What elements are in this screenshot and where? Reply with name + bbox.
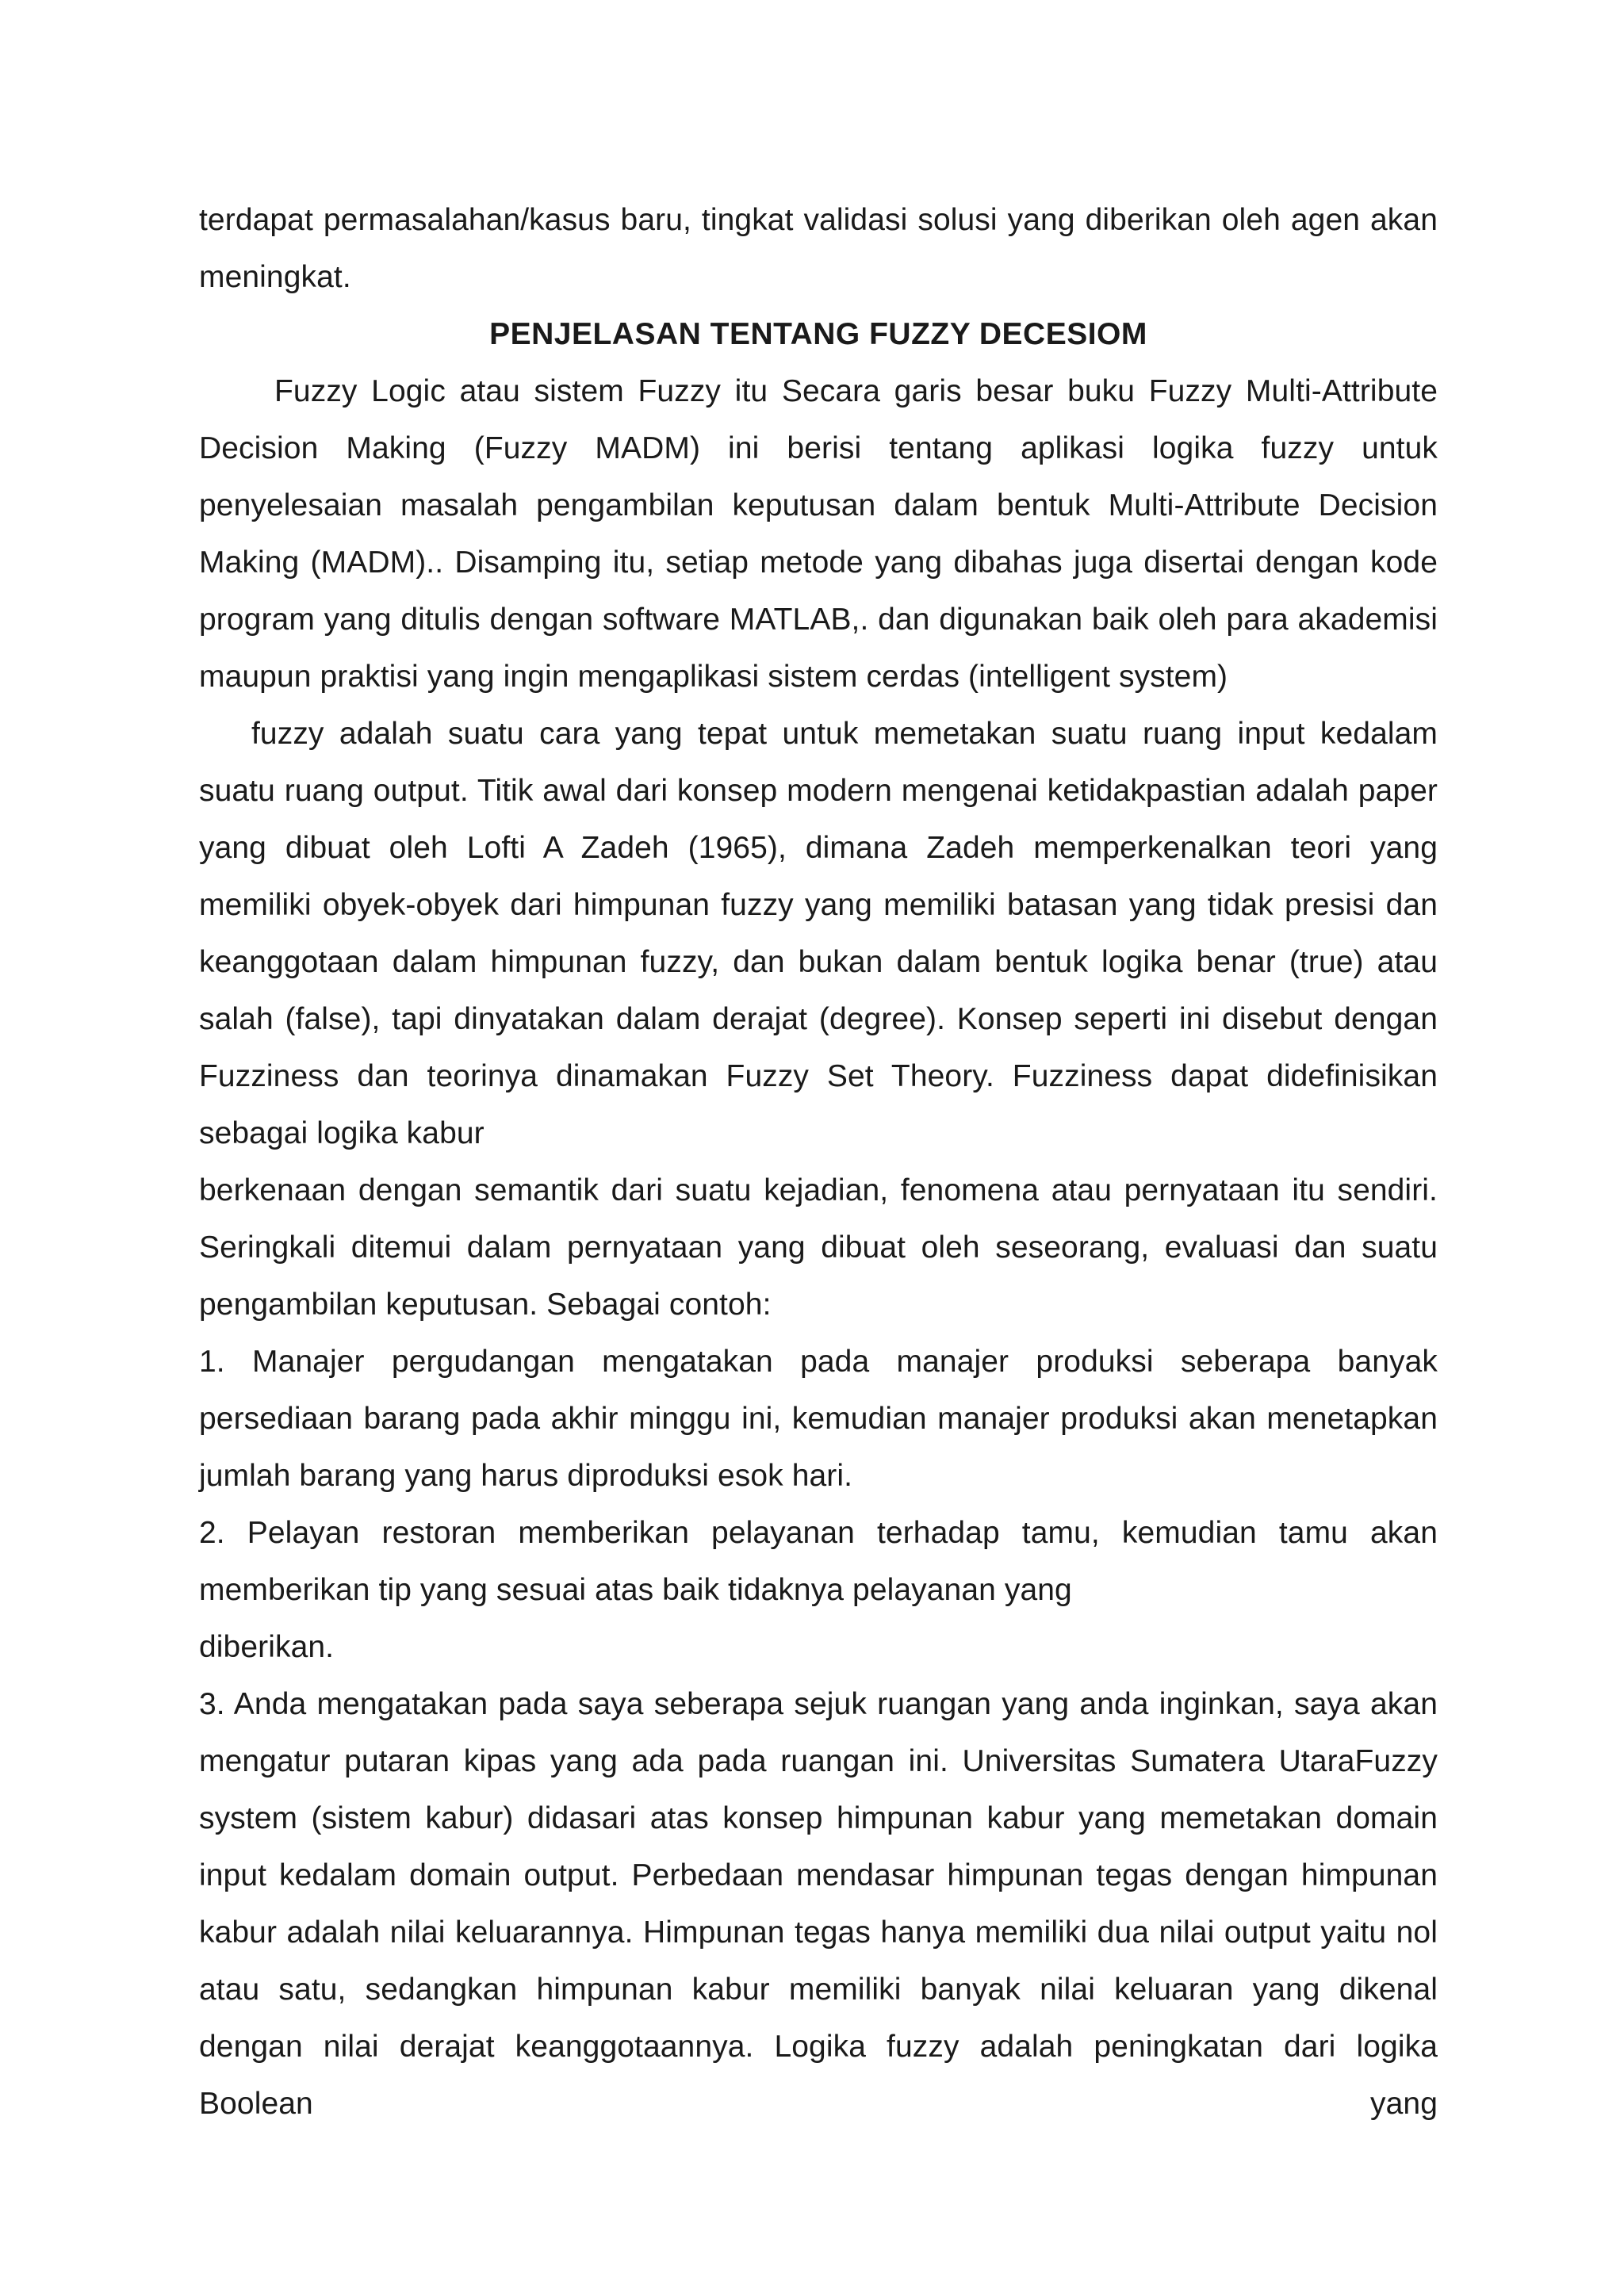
paragraph-fuzzy-logic: Fuzzy Logic atau sistem Fuzzy itu Secara garis besar buku Fuzzy Multi-Attribute Decision Making (Fuzzy MADM) ini berisi tentang aplikasi logika fuzzy untuk penyelesaian masalah pengambilan keputusan dalam bentuk Multi-Attribute Decision Making (MADM).. Disamping itu, setiap metode yang dibahas juga disertai dengan kode program yang ditulis dengan software MATLAB,. dan digunakan baik oleh para akademisi maupun praktisi yang ingin mengaplikasi sistem cerdas (intelligent system) xyxy=(199,374,1438,694)
list-item-2-continuation: diberikan. xyxy=(199,1630,335,1664)
document-body xyxy=(199,192,1438,2133)
list-item-1: 1. Manajer pergudangan mengatakan pada manajer produksi seberapa banyak persediaan barang pada akhir minggu ini, kemudian manajer produksi akan menetapkan jumlah barang yang harus diproduksi esok hari. xyxy=(199,1345,1438,1493)
paragraph-semantics: berkenaan dengan semantik dari suatu kejadian, fenomena atau pernyataan itu sendiri. Seringkali ditemui dalam pernyataan yang dibuat oleh seseorang, evaluasi dan suatu pengambilan keputusan. Sebagai contoh: xyxy=(199,1173,1438,1322)
paragraph-intro: terdapat permasalahan/kasus baru, tingkat validasi solusi yang diberikan oleh agen akan meningkat. xyxy=(199,203,1438,294)
section-heading: PENJELASAN TENTANG FUZZY DECESIOM xyxy=(489,317,1147,351)
list-item-2: 2. Pelayan restoran memberikan pelayanan terhadap tamu, kemudian tamu akan memberikan tip yang sesuai atas baik tidaknya pelayanan yang xyxy=(199,1516,1438,1607)
list-item-3: 3. Anda mengatakan pada saya seberapa sejuk ruangan yang anda inginkan, saya akan mengatur putaran kipas yang ada pada ruangan ini. Universitas Sumatera UtaraFuzzy system (sistem kabur) didasari atas konsep himpunan kabur yang memetakan domain input kedalam domain output. Perbedaan mendasar himpunan tegas dengan himpunan kabur adalah nilai keluarannya. Himpunan tegas hanya memiliki dua nilai output yaitu nol atau satu, sedangkan himpunan kabur memiliki banyak nilai keluaran yang dikenal dengan nilai derajat keanggotaannya. Logika fuzzy adalah peningkatan dari logika Boolean yang xyxy=(199,1687,1438,2121)
paragraph-fuzzy-definition: fuzzy adalah suatu cara yang tepat untuk memetakan suatu ruang input kedalam suatu ruang output. Titik awal dari konsep modern mengenai ketidakpastian adalah paper yang dibuat oleh Lofti A Zadeh (1965), dimana Zadeh memperkenalkan teori yang memiliki obyek-obyek dari himpunan fuzzy yang memiliki batasan yang tidak presisi dan keanggotaan dalam himpunan fuzzy, dan bukan dalam bentuk logika benar (true) atau salah (false), tapi dinyatakan dalam derajat (degree). Konsep seperti ini disebut dengan Fuzziness dan teorinya dinamakan Fuzzy Set Theory. Fuzziness dapat didefinisikan sebagai logika kabur xyxy=(199,717,1438,1150)
